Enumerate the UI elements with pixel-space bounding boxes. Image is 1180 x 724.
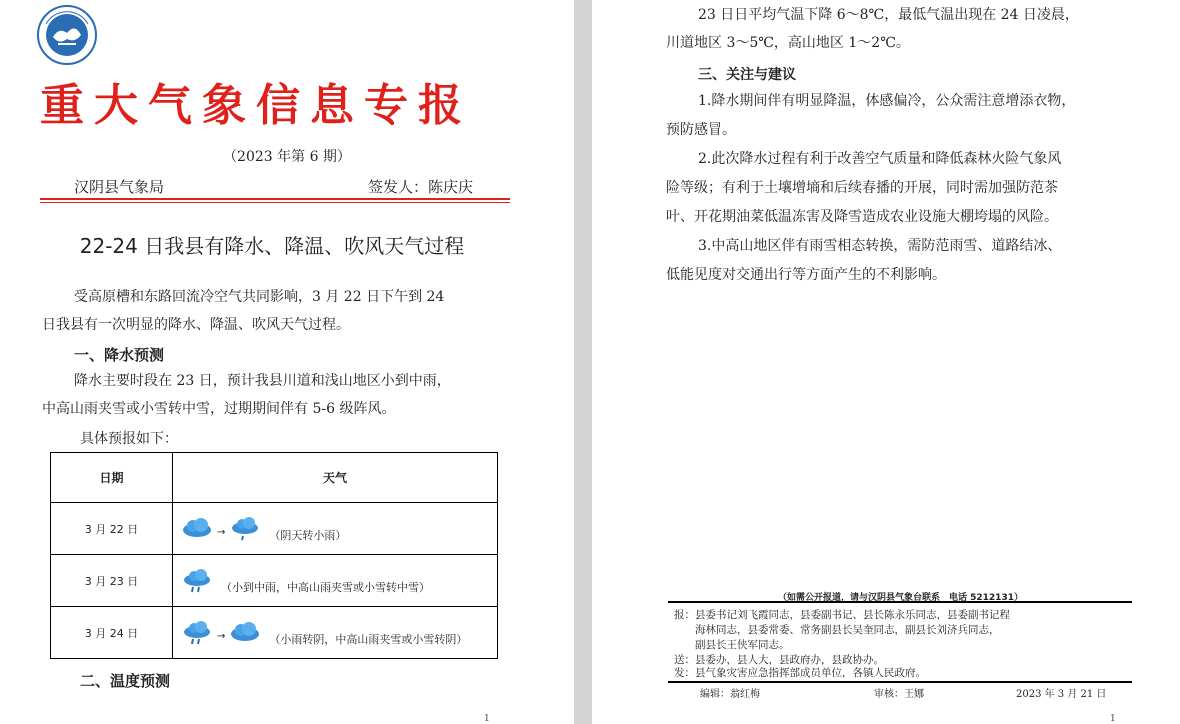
row-weather-text: （小到中雨，中高山雨夹雪或小雪转中雪） bbox=[221, 580, 430, 594]
section-1-title: 一、降水预测 bbox=[74, 346, 165, 364]
row-date: 3 月 22 日 bbox=[51, 503, 173, 555]
rain-icon bbox=[181, 621, 213, 645]
intro-line-1: 受高原槽和东路回流冷空气共同影响，3 月 22 日下午到 24 bbox=[74, 289, 445, 305]
advice-line: 叶、开花期油菜低温冻害及降雪造成农业设施大棚垮塌的风险。 bbox=[666, 209, 1058, 225]
page-number: 1 bbox=[1110, 714, 1116, 724]
table-header-weather: 天气 bbox=[173, 453, 498, 503]
footer-note: （如需公开报道，请与汉阴县气象台联系 电话 5212131） bbox=[778, 593, 1023, 603]
headline: 22-24 日我县有降水、降温、吹风天气过程 bbox=[79, 234, 465, 258]
table-header-date: 日期 bbox=[51, 453, 173, 503]
table-intro: 具体预报如下： bbox=[80, 431, 178, 447]
advice-line: 险等级；有利于土壤增墒和后续春播的开展，同时需加强防范茶 bbox=[666, 180, 1058, 196]
arrow-icon: → bbox=[217, 631, 226, 642]
advice-line: 3.中高山地区伴有雨雪相态转换，需防范雨雪、道路结冰、 bbox=[698, 238, 1062, 254]
distribution-line: 送：县委办，县人大，县政府办，县政协办。 bbox=[674, 654, 884, 666]
advice-line: 2.此次降水过程有利于改善空气质量和降低森林火险气象风 bbox=[698, 151, 1062, 167]
main-title: 重大气象信息专报 bbox=[40, 80, 472, 131]
advice-line: 1.降水期间伴有明显降温，体感偏冷，公众需注意增添衣物， bbox=[698, 93, 1076, 109]
section-3-title: 三、关注与建议 bbox=[698, 67, 796, 83]
distribution-box bbox=[668, 601, 1132, 683]
cma-logo-icon bbox=[36, 4, 98, 66]
section-1-line-1: 降水主要时段在 23 日，预计我县川道和浅山地区小到中雨， bbox=[74, 373, 451, 389]
row-weather-text: （阴天转小雨） bbox=[269, 528, 347, 542]
advice-line: 预防感冒。 bbox=[666, 122, 736, 138]
temp-line-2: 川道地区 3～5℃，高山地区 1～2℃。 bbox=[666, 35, 910, 51]
section-1-line-2: 中高山雨夹雪或小雪转中雪，过期期间伴有 5-6 级阵风。 bbox=[42, 401, 396, 417]
red-rule-thin bbox=[40, 202, 510, 203]
issuer: 汉阴县气象局 bbox=[74, 178, 165, 196]
row-date: 3 月 23 日 bbox=[51, 555, 173, 607]
temp-line-1: 23 日日平均气温下降 6～8℃，最低气温出现在 24 日凌晨， bbox=[698, 7, 1079, 23]
distribution-line: 副县长王侠军同志。 bbox=[674, 639, 790, 651]
reviewer: 审核：王娜 bbox=[874, 689, 924, 700]
distribution-line: 发：县气象灾害应急指挥部成员单位，各镇人民政府。 bbox=[674, 667, 926, 679]
distribution-line: 海林同志，县委常委、常务副县长吴奎同志，副县长刘济兵同志， bbox=[674, 624, 1000, 636]
row-date: 3 月 24 日 bbox=[51, 607, 173, 659]
intro-line-2: 日我县有一次明显的降水、降温、吹风天气过程。 bbox=[42, 317, 350, 333]
table-row bbox=[51, 503, 498, 555]
arrow-icon: → bbox=[217, 527, 226, 538]
page-gutter bbox=[574, 0, 592, 724]
rain-icon bbox=[181, 569, 213, 593]
issue-date: 2023 年 3 月 21 日 bbox=[1016, 689, 1107, 700]
table-row bbox=[51, 555, 498, 607]
row-weather-text: （小雨转阴，中高山雨夹雪或小雪转阴） bbox=[269, 632, 468, 646]
cloudy-icon bbox=[181, 517, 213, 541]
signer: 签发人：陈庆庆 bbox=[368, 178, 474, 196]
forecast-table bbox=[50, 452, 498, 659]
advice-line: 低能见度对交通出行等方面产生的不利影响。 bbox=[666, 267, 946, 283]
page-number: 1 bbox=[484, 714, 490, 724]
light-rain-icon bbox=[229, 517, 261, 541]
section-2-title: 二、温度预测 bbox=[80, 672, 171, 690]
editor: 编辑：翁红梅 bbox=[700, 689, 760, 700]
issue-number: （2023 年第 6 期） bbox=[223, 149, 351, 165]
page-1 bbox=[0, 0, 574, 724]
cloudy-icon bbox=[229, 621, 261, 645]
table-row bbox=[51, 607, 498, 659]
red-rule bbox=[40, 198, 510, 200]
distribution-line: 报：县委书记刘飞霞同志，县委副书记、县长陈永乐同志，县委副书记程 bbox=[674, 609, 1010, 621]
